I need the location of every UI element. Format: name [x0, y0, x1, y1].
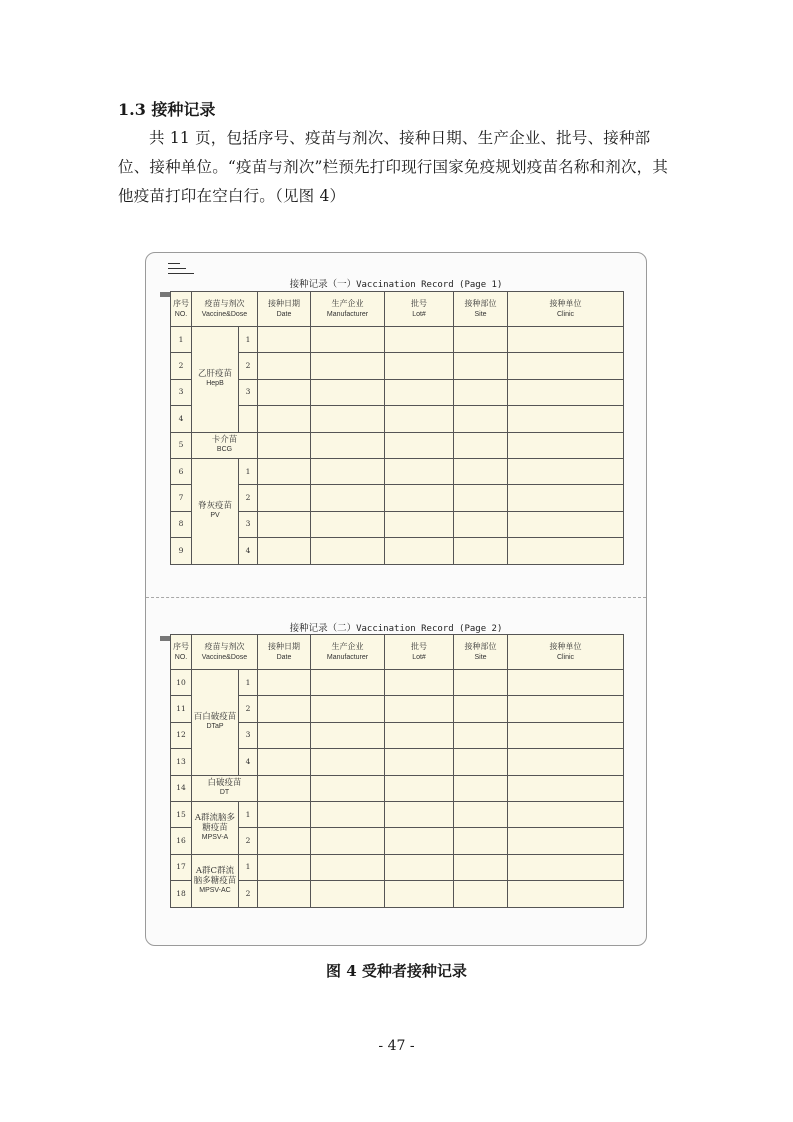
site-cell[interactable] — [454, 485, 508, 511]
lot-cell[interactable] — [385, 353, 454, 379]
page2-title-cn: 接种记录（二） — [289, 623, 357, 634]
lot-cell[interactable] — [385, 670, 454, 696]
section-title: 1.3 接种记录 — [118, 100, 216, 119]
vaccine-mpsv-ac: A群C群流脑多糖疫苗 MPSV-AC — [192, 854, 239, 907]
row-number: 9 — [171, 538, 192, 564]
dose-number: 2 — [239, 696, 258, 722]
table-row — [171, 379, 624, 405]
date-cell[interactable] — [258, 749, 311, 775]
row-number: 1 — [171, 327, 192, 353]
date-cell[interactable] — [258, 406, 311, 432]
date-cell[interactable] — [258, 458, 311, 484]
vaccine-dt: 白破疫苗 DT — [192, 775, 258, 801]
lot-cell[interactable] — [385, 854, 454, 880]
manufacturer-cell[interactable] — [311, 432, 385, 458]
clinic-cell[interactable] — [508, 432, 624, 458]
date-cell[interactable] — [258, 432, 311, 458]
manufacturer-cell[interactable] — [311, 379, 385, 405]
page-number: - 47 - — [378, 1038, 415, 1054]
vaccine-hepb: 乙肝疫苗 HepB — [192, 327, 239, 433]
clinic-cell[interactable] — [508, 353, 624, 379]
date-cell[interactable] — [258, 379, 311, 405]
clinic-cell[interactable] — [508, 881, 624, 907]
manufacturer-cell[interactable] — [311, 538, 385, 564]
header-manufacturer: 生产企业 Manufacturer — [311, 635, 385, 670]
lot-cell[interactable] — [385, 511, 454, 537]
header-site: 接种部位 Site — [454, 292, 508, 327]
table-row — [171, 353, 624, 379]
lot-cell[interactable] — [385, 722, 454, 748]
lot-cell[interactable] — [385, 696, 454, 722]
table-row — [171, 406, 624, 432]
row-number: 13 — [171, 749, 192, 775]
manufacturer-cell[interactable] — [311, 458, 385, 484]
table-row — [171, 670, 624, 696]
dose-number: 2 — [239, 881, 258, 907]
table-header-row — [171, 292, 624, 327]
page1-title-en: Vaccination Record (Page 1) — [356, 280, 503, 290]
table-row — [171, 458, 624, 484]
clinic-cell[interactable] — [508, 485, 624, 511]
table-row — [171, 854, 624, 880]
table-row — [171, 432, 624, 458]
lot-cell[interactable] — [385, 485, 454, 511]
clinic-cell[interactable] — [508, 749, 624, 775]
site-cell[interactable] — [454, 854, 508, 880]
row-number: 5 — [171, 432, 192, 458]
dose-number: 3 — [239, 722, 258, 748]
vaccine-dtap: 百白破疫苗 DTaP — [192, 670, 239, 776]
table-row — [171, 775, 624, 801]
header-lot: 批号 Lot# — [385, 292, 454, 327]
date-cell[interactable] — [258, 670, 311, 696]
lot-cell[interactable] — [385, 379, 454, 405]
manufacturer-cell[interactable] — [311, 670, 385, 696]
dose-number: 2 — [239, 828, 258, 854]
header-manufacturer: 生产企业 Manufacturer — [311, 292, 385, 327]
date-cell[interactable] — [258, 353, 311, 379]
page2-record-table — [170, 634, 624, 908]
table-header-row — [171, 635, 624, 670]
header-clinic: 接种单位 Clinic — [508, 635, 624, 670]
row-number: 6 — [171, 458, 192, 484]
vaccine-mpsv-a: A群流脑多糖疫苗 MPSV-A — [192, 801, 239, 854]
clinic-cell[interactable] — [508, 854, 624, 880]
site-cell[interactable] — [454, 881, 508, 907]
row-number: 8 — [171, 511, 192, 537]
manufacturer-cell[interactable] — [311, 327, 385, 353]
table-row — [171, 511, 624, 537]
table-row — [171, 828, 624, 854]
dose-number: 2 — [239, 485, 258, 511]
header-date: 接种日期 Date — [258, 292, 311, 327]
manufacturer-cell[interactable] — [311, 511, 385, 537]
header-vaccine: 疫苗与剂次 Vaccine&Dose — [192, 635, 258, 670]
dose-number: 3 — [239, 511, 258, 537]
clinic-cell[interactable] — [508, 327, 624, 353]
date-cell[interactable] — [258, 881, 311, 907]
figure-caption: 图 4 受种者接种记录 — [326, 962, 467, 980]
table-row — [171, 485, 624, 511]
header-lot: 批号 Lot# — [385, 635, 454, 670]
lot-cell[interactable] — [385, 458, 454, 484]
clinic-cell[interactable] — [508, 696, 624, 722]
row-number: 3 — [171, 379, 192, 405]
site-cell[interactable] — [454, 801, 508, 827]
site-cell[interactable] — [454, 749, 508, 775]
manufacturer-cell[interactable] — [311, 353, 385, 379]
row-number: 2 — [171, 353, 192, 379]
row-number: 17 — [171, 854, 192, 880]
date-cell[interactable] — [258, 485, 311, 511]
lot-cell[interactable] — [385, 881, 454, 907]
page1-title-cn: 接种记录（一） — [289, 279, 357, 290]
date-cell[interactable] — [258, 327, 311, 353]
date-cell[interactable] — [258, 775, 311, 801]
dose-number: 2 — [239, 353, 258, 379]
clinic-cell[interactable] — [508, 775, 624, 801]
lot-cell[interactable] — [385, 538, 454, 564]
site-cell[interactable] — [454, 775, 508, 801]
date-cell[interactable] — [258, 696, 311, 722]
header-site: 接种部位 Site — [454, 635, 508, 670]
site-cell[interactable] — [454, 379, 508, 405]
clinic-cell[interactable] — [508, 379, 624, 405]
row-number: 16 — [171, 828, 192, 854]
manufacturer-cell[interactable] — [311, 722, 385, 748]
clinic-cell[interactable] — [508, 722, 624, 748]
manufacturer-cell[interactable] — [311, 485, 385, 511]
section-paragraph: 共 11 页，包括序号、疫苗与剂次、接种日期、生产企业、批号、接种部位、接种单位。“疫苗与剂次”栏预先打印现行国家免疫规划疫苗名称和剂次，其他疫苗打印在空白行。（见图 4） — [118, 129, 669, 205]
header-date: 接种日期 Date — [258, 635, 311, 670]
site-cell[interactable] — [454, 458, 508, 484]
dose-number: 1 — [239, 854, 258, 880]
page2-title-en: Vaccination Record (Page 2) — [356, 624, 503, 634]
date-cell[interactable] — [258, 722, 311, 748]
manufacturer-cell[interactable] — [311, 828, 385, 854]
manufacturer-cell[interactable] — [311, 854, 385, 880]
clinic-cell[interactable] — [508, 801, 624, 827]
row-number: 15 — [171, 801, 192, 827]
clinic-cell[interactable] — [508, 670, 624, 696]
site-cell[interactable] — [454, 538, 508, 564]
table-row — [171, 327, 624, 353]
header-vaccine: 疫苗与剂次 Vaccine&Dose — [192, 292, 258, 327]
date-cell[interactable] — [258, 828, 311, 854]
lot-cell[interactable] — [385, 327, 454, 353]
row-number: 11 — [171, 696, 192, 722]
date-cell[interactable] — [258, 511, 311, 537]
clinic-cell[interactable] — [508, 458, 624, 484]
row-number: 4 — [171, 406, 192, 432]
lot-cell[interactable] — [385, 801, 454, 827]
clinic-cell[interactable] — [508, 406, 624, 432]
table-row — [171, 881, 624, 907]
site-cell[interactable] — [454, 353, 508, 379]
clinic-cell[interactable] — [508, 511, 624, 537]
dose-number — [239, 406, 258, 432]
dose-number: 1 — [239, 670, 258, 696]
dose-number: 3 — [239, 379, 258, 405]
site-cell[interactable] — [454, 670, 508, 696]
clinic-cell[interactable] — [508, 538, 624, 564]
lot-cell[interactable] — [385, 432, 454, 458]
manufacturer-cell[interactable] — [311, 775, 385, 801]
fold-line — [146, 597, 646, 598]
vaccine-bcg: 卡介苗 BCG — [192, 432, 258, 458]
table-row — [171, 749, 624, 775]
page2-title — [146, 620, 646, 634]
date-cell[interactable] — [258, 538, 311, 564]
page1-record-table — [170, 291, 624, 565]
site-cell[interactable] — [454, 327, 508, 353]
lot-cell[interactable] — [385, 749, 454, 775]
manufacturer-cell[interactable] — [311, 801, 385, 827]
site-cell[interactable] — [454, 828, 508, 854]
lot-cell[interactable] — [385, 775, 454, 801]
site-cell[interactable] — [454, 722, 508, 748]
table-row — [171, 801, 624, 827]
header-seq: 序号 NO. — [171, 635, 192, 670]
header-clinic: 接种单位 Clinic — [508, 292, 624, 327]
dose-number: 1 — [239, 327, 258, 353]
manufacturer-cell[interactable] — [311, 749, 385, 775]
vaccination-booklet-figure — [145, 252, 647, 946]
dose-number: 4 — [239, 749, 258, 775]
table-row — [171, 538, 624, 564]
page1-title — [146, 276, 646, 290]
dose-number: 1 — [239, 458, 258, 484]
site-cell[interactable] — [454, 432, 508, 458]
vaccine-pv: 脊灰疫苗 PV — [192, 458, 239, 564]
site-cell[interactable] — [454, 696, 508, 722]
dose-number: 4 — [239, 538, 258, 564]
header-seq: 序号 NO. — [171, 292, 192, 327]
date-cell[interactable] — [258, 801, 311, 827]
row-number: 12 — [171, 722, 192, 748]
date-cell[interactable] — [258, 854, 311, 880]
lot-cell[interactable] — [385, 406, 454, 432]
manufacturer-cell[interactable] — [311, 406, 385, 432]
row-number: 18 — [171, 881, 192, 907]
dose-number: 1 — [239, 801, 258, 827]
row-number: 14 — [171, 775, 192, 801]
manufacturer-cell[interactable] — [311, 696, 385, 722]
lot-cell[interactable] — [385, 828, 454, 854]
clinic-cell[interactable] — [508, 828, 624, 854]
row-number: 10 — [171, 670, 192, 696]
manufacturer-cell[interactable] — [311, 881, 385, 907]
site-cell[interactable] — [454, 511, 508, 537]
site-cell[interactable] — [454, 406, 508, 432]
table-row — [171, 696, 624, 722]
row-number: 7 — [171, 485, 192, 511]
table-row — [171, 722, 624, 748]
